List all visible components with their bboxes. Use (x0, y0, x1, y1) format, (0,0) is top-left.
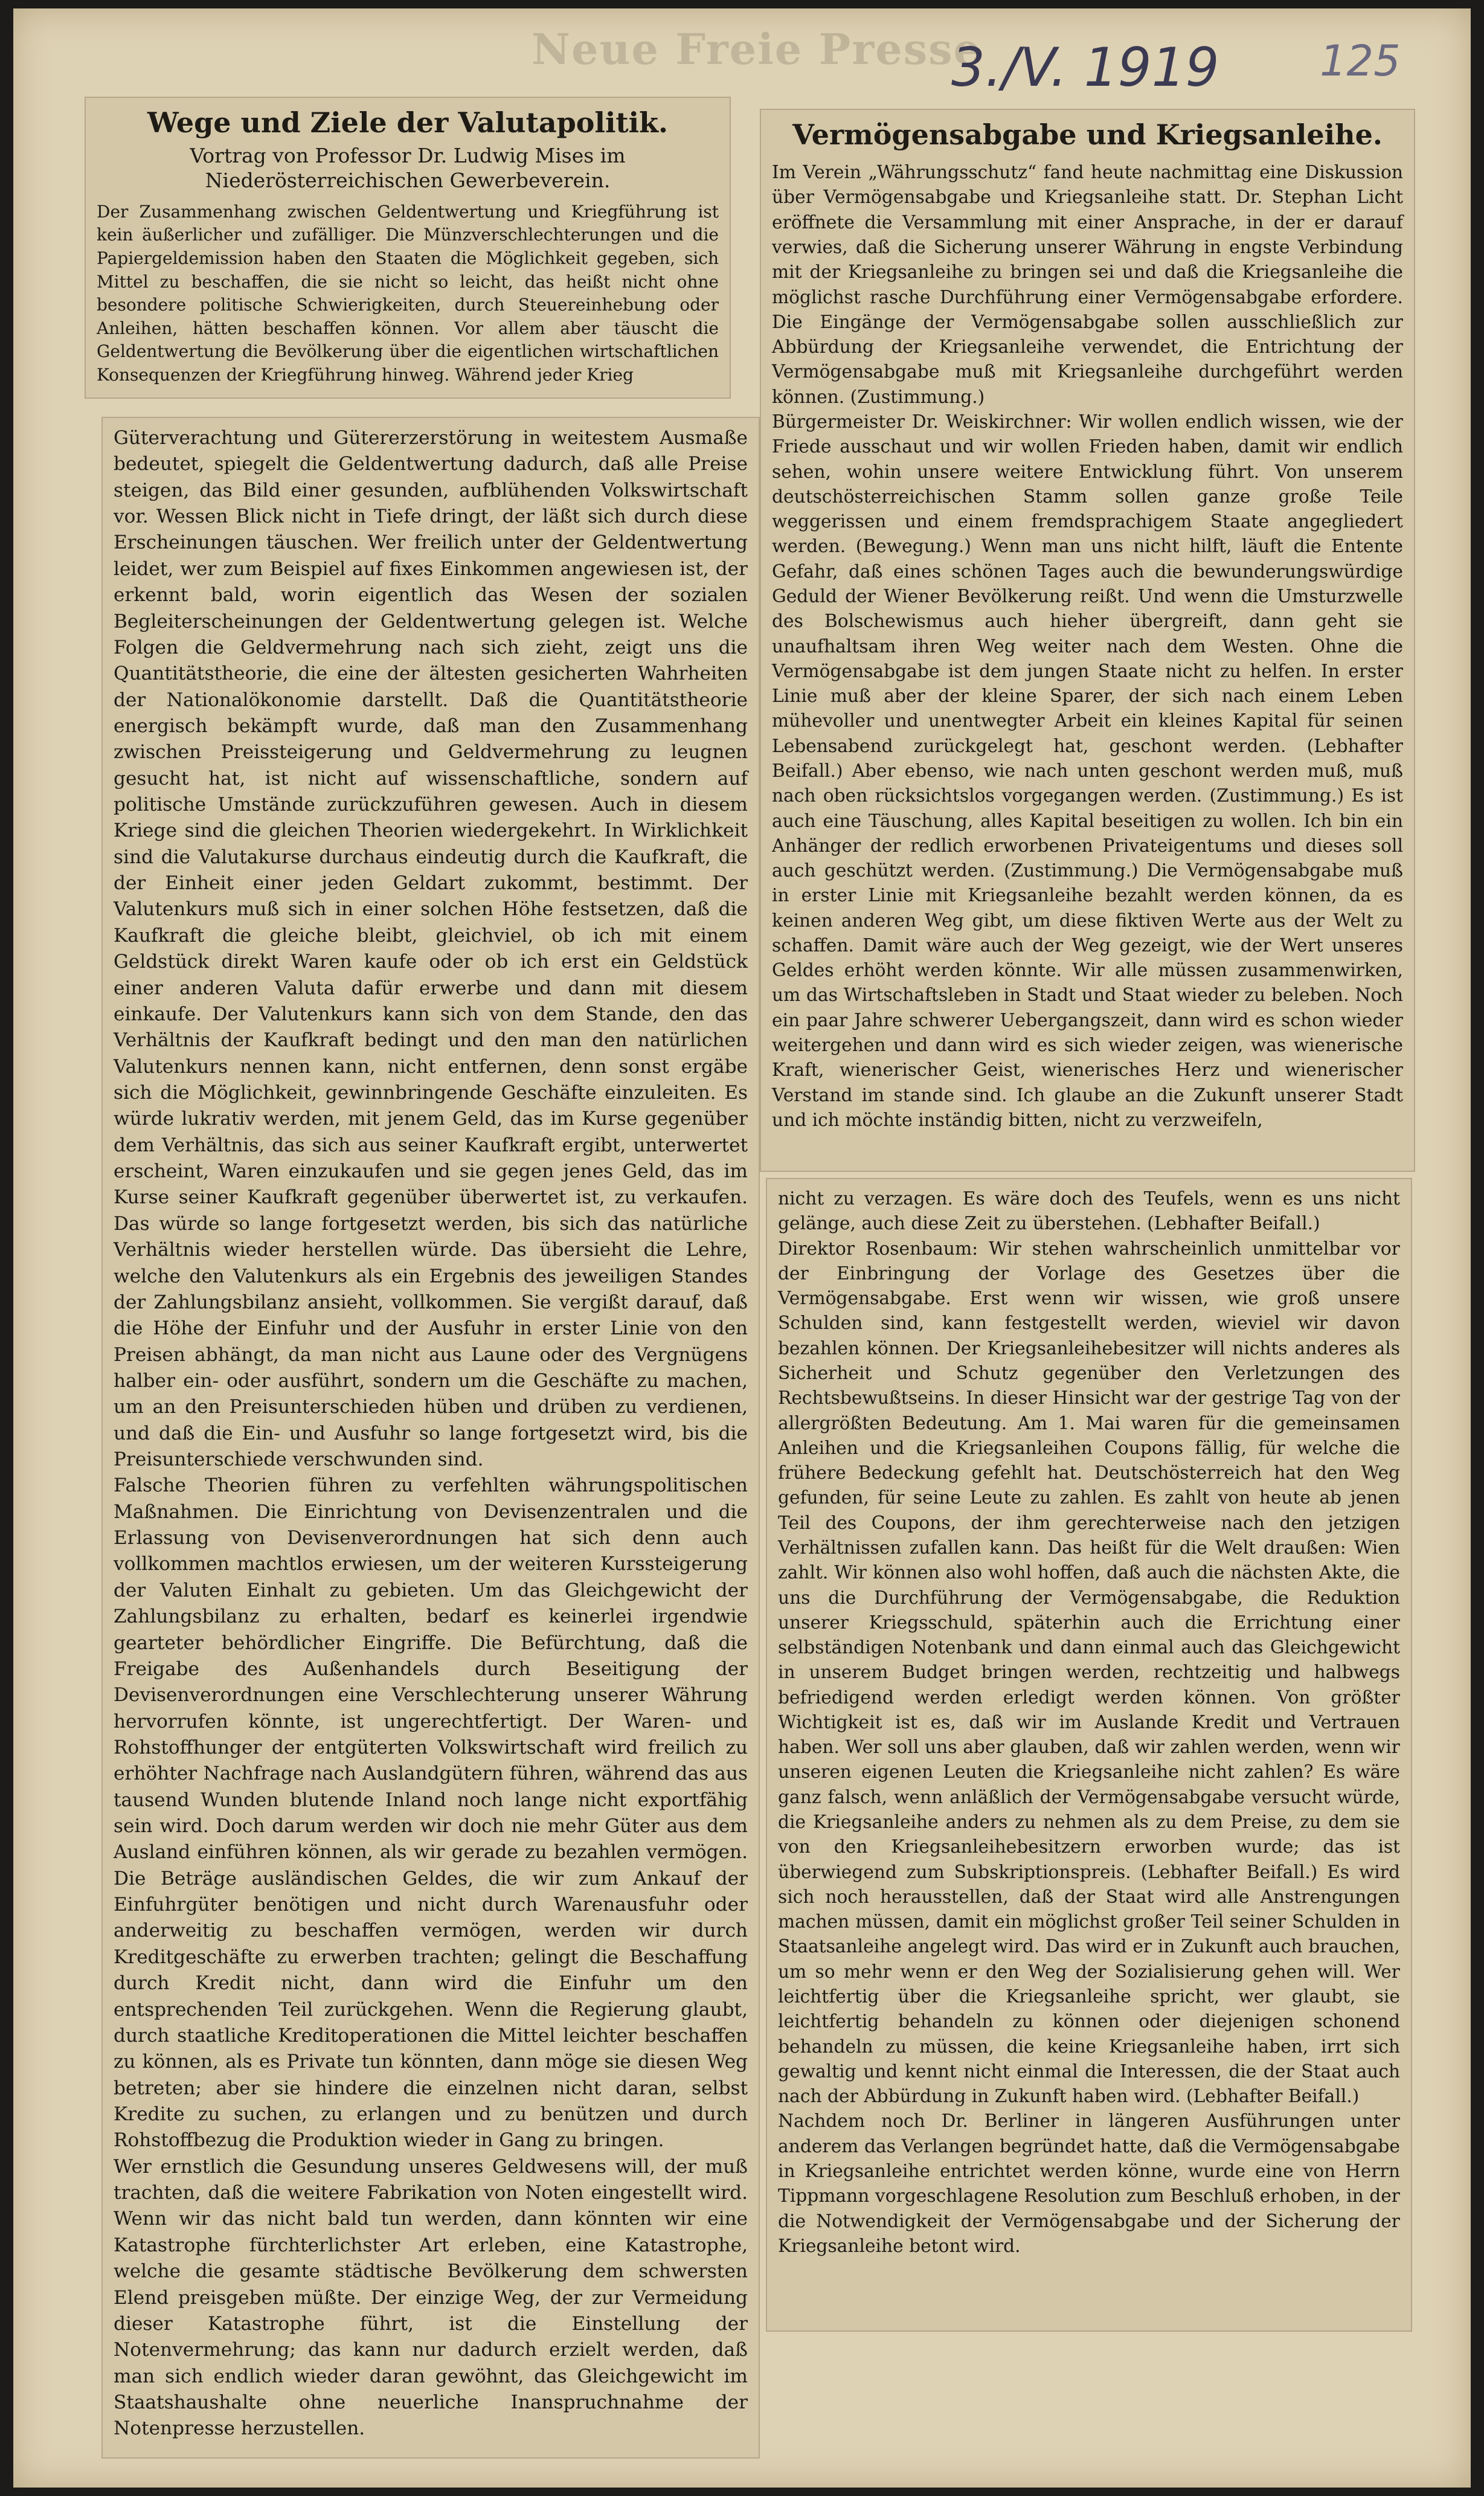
right-article-top (760, 109, 1415, 1172)
left-article-title: Wege und Ziele der Valutapolitik. (147, 106, 669, 139)
left-article-body (101, 417, 760, 2459)
right-article-text-bottom: nicht zu verzagen. Es wäre doch des Teufels, wenn es uns nicht gelänge, auch diese Zeit zu überstehen. (Lebhafter Beifall.) Direktor Rosenbaum: Wir stehen wahrscheinlich unmittelbar vor der Einbringung der Vorlage des Gesetzes über die Vermögensabgabe. Erst wenn wir wissen, wie groß unsere Schulden sind, kann festgestellt werden, wieviel wir davon bezahlen können. Der Kriegsanleihebesitzer will nichts anderes als Sicherheit und Schutz gegenüber den Verletzungen des Rechtsbewußtseins. In dieser Hinsicht war der gestrige Tag von der allergrößten Bedeutung. Am 1. Mai waren für die gemeinsamen Anleihen und die Kriegsanleihen Coupons fällig, für welche die frühere Bedeckung gefehlt hat. Deutschösterreich hat den Weg gefunden, für seine Leute zu zahlen. Es zahlt von heute ab jenen Teil des Coupons, der ihm gerechterweise nach den jetzigen Verhältnissen zufallen kann. Das heißt für die Welt draußen: Wien zahlt. Wir können also wohl hoffen, daß auch die nächsten Akte, die uns die Durchführung der Vermögensabgabe, die Reduktion unserer Kriegsschuld, späterhin auch die Errichtung einer selbständigen Notenbank und dann einmal auch das Gleichgewicht in unserem Budget bringen werden, rechtzeitig und halbwegs befriedigend werden erledigt werden können. Von größter Wichtigkeit ist es, daß wir im Auslande Kredit und Vertrauen haben. Wer soll uns aber glauben, daß wir zahlen werden, wenn wir unseren eigenen Leuten die Kriegsanleihe nicht zahlen? Es wäre ganz falsch, wenn anläßlich der Vermögensabgabe versucht würde, die Kriegsanleihe anders zu nehmen als zu dem Preise, zu dem sie von den Kriegsanleihebesitzern erworben wurde; das ist überwiegend zum Subskriptionspreis. (Lebhafter Beifall.) Es wird sich noch herausstellen, daß der Staat wird alle Anstrengungen machen müssen, damit ein möglichst großer Teil seiner Schulden in Staatsanleihe angelegt wird. Das wird er in Zukunft auch brauchen, um so mehr wenn er den Weg der Sozialisierung gehen will. Wer leichtfertig über die Kriegsanleihe spricht, wer glaubt, sie leichtfertig behandeln zu können oder diejenigen schonend behandeln zu müssen, die keine Kriegsanleihe haben, irrt sich gewaltig und kennt nicht einmal die Interessen, die der Staat auch nach der Abbürdung in Zukunft haben wird. (Lebhafter Beifall.) Nachdem noch Dr. Berliner in längeren Ausführungen unter anderem das Verlangen begründet hatte, daß die Vermögensabgabe in Kriegsanleihe entrichtet werden könne, wurde eine von Herrn Tippmann vorgeschlagene Resolution zum Beschluß erhoben, in der die Notwendigkeit der Vermögensabgabe und der Sicherung der Kriegsanleihe betont wird. (778, 1188, 1400, 2257)
date-stamp: 3./V. 1919 (951, 36, 1219, 98)
masthead-ghost: Neue Freie Presse (532, 24, 982, 74)
right-article-bottom (766, 1178, 1412, 2332)
right-article-text-top: Im Verein „Währungsschutz“ fand heute nachmittag eine Diskussion über Vermögensabgabe und Kriegsanleihe statt. Dr. Stephan Licht eröffnete die Versammlung mit einer Ansprache, in der er darauf verwies, daß die Sicherung unserer Währung in engste Verbindung mit der Kriegsanleihe zu bringen sei und daß die Kriegsanleihe die möglichst rasche Durchführung einer Vermögensabgabe erfordere. Die Eingänge der Vermögensabgabe sollen ausschließlich zur Abbürdung der Kriegsanleihe verwendet, die Entrichtung der Vermögensabgabe muß mit Kriegsanleihe durchgeführt werden können. (Zustimmung.) Bürgermeister Dr. Weiskirchner: Wir wollen endlich wissen, wie der Friede ausschaut und wir wollen Frieden haben, damit wir endlich sehen, wohin unsere weitere Entwicklung führt. Von unserem deutschösterreichischen Stamm sollen ganze große Teile weggerissen und einem fremdsprachigem Staate angegliedert werden. (Bewegung.) Wenn man uns nicht hilft, läuft die Entente Gefahr, daß eines schönen Tages auch die bewunderungswürdige Geduld der Wiener Bevölkerung reißt. Und wenn die Umsturzwelle des Bolschewismus auch hieher übergreift, dann geht sie unaufhaltsam ihren Weg weiter nach dem Westen. Ohne die Vermögensabgabe ist dem jungen Staate nicht zu helfen. In erster Linie muß aber der kleine Sparer, der sich nach einem Leben mühevoller und unentwegter Arbeit ein kleines Kapital für seinen Lebensabend zurückgelegt hat, geschont werden. (Lebhafter Beifall.) Aber ebenso, wie nach unten geschont werden muß, muß nach oben rücksichtslos vorgegangen werden. (Zustimmung.) Es ist auch eine Täuschung, alles Kapital beseitigen zu wollen. Ich bin ein Anhänger der redlich erworbenen Privateigentums und dieses soll auch geschützt werden. (Zustimmung.) Die Vermögensabgabe muß in erster Linie mit Kriegsanleihe bezahlt werden können, da es keinen anderen Weg gibt, um diese fiktiven Werte aus der Welt zu schaffen. Damit wäre auch der Weg gezeigt, wie der Wert unseres Geldes erhöht werden könnte. Wir alle müssen zusammenwirken, um das Wirtschaftsleben in Stadt und Staat wieder zu beleben. Noch ein paar Jahre schwerer Uebergangszeit, dann wird es schon wieder weitergehen und dann wird es sich wieder zeigen, was wienerische Kraft, wienerischer Geist, wienerisches Herz und wienerischer Verstand im stande sind. Ich glaube an die Zukunft unserer Stadt und ich möchte inständig bitten, nicht zu verzweifeln, (772, 162, 1403, 1131)
left-article-head (85, 97, 731, 399)
left-article-text: Güterverachtung und Gütererzerstörung in weitestem Ausmaße bedeutet, spiegelt die Geldentwertung dadurch, daß alle Preise steigen, das Bild einer gesunden, aufblühenden Volkswirtschaft vor. Wessen Blick nicht in Tiefe dringt, der läßt sich durch diese Erscheinungen täuschen. Wer freilich unter der Geldentwertung leidet, wer zum Beispiel auf fixes Einkommen angewiesen ist, der erkennt bald, worin eigentlich das Wesen der sozialen Begleiterscheinungen der Geldentwertung gelegen ist. Welche Folgen die Geldvermehrung nach sich zieht, zeigt uns die Quantitätstheorie, die eine der ältesten gesicherten Wahrheiten der Nationalökonomie darstellt. Daß die Quantitätstheorie energisch bekämpft wurde, daß man den Zusammenhang zwischen Preissteigerung und Geldvermehrung zu leugnen gesucht hat, ist nicht auf wissenschaftliche, sondern auf politische Umstände zurückzuführen gewesen. Auch in diesem Kriege sind die gleichen Theorien wiedergekehrt. In Wirklichkeit sind die Valutakurse durchaus eindeutig durch die Kaufkraft, die der Einheit einer jeden Geldart zukommt, bestimmt. Der Valutenkurs muß sich in einer solchen Höhe festsetzen, daß die Kaufkraft die gleiche bleibt, gleichviel, ob ich mit einem Geldstück direkt Waren kaufe oder ob ich erst ein Geldstück einer anderen Valuta dafür erwerbe und dann mit diesem einkaufe. Der Valutenkurs kann sich von dem Stande, den das Verhältnis der Kaufkraft bedingt und den man den natürlichen Valutenkurs nennen kann, nicht entfernen, denn sonst ergäbe sich die Möglichkeit, gewinnbringende Geschäfte einzuleiten. Es würde lukrativ werden, mit jenem Geld, das im Kurse gegenüber dem Verhältnis, das sich aus seiner Kaufkraft ergibt, unterwertet erscheint, Waren einzukaufen und sie gegen jenes Geld, das im Kurse seiner Kaufkraft gegenüber überwertet ist, zu verkaufen. Das würde so lange fortgesetzt werden, bis sich das natürliche Verhältnis wieder herstellen würde. Das übersieht die Lehre, welche den Valutenkurs als ein Ergebnis des jeweiligen Standes der Zahlungsbilanz ansieht, vollkommen. Sie vergißt darauf, daß die Höhe der Einfuhr und der Ausfuhr in erster Linie von den Preisen abhängt, da man nicht aus Laune oder des Vergnügens halber ein- oder ausführt, sondern um die Geschäfte zu machen, um an den Preisunterschieden hüben und drüben zu verdienen, und daß die Ein- und Ausfuhr so lange fortgesetzt wird, bis die Preisunterschiede verschwunden sind. Falsche Theorien führen zu verfehlten währungspolitischen Maßnahmen. Die Einrichtung von Devisenzentralen und die Erlassung von Devisenverordnungen hat sich denn auch vollkommen machtlos erwiesen, um der weiteren Kurssteigerung der Valuten Einhalt zu gebieten. Um das Gleichgewicht der Zahlungsbilanz zu erhalten, bedarf es keinerlei irgendwie gearteter behördlicher Eingriffe. Die Befürchtung, daß die Freigabe des Außenhandels durch Beseitigung der Devisenverordnungen eine Verschlechterung unserer Währung hervorrufen könnte, ist ungerechtfertigt. Der Waren- und Rohstoffhunger der entgüterten Volkswirtschaft wird freilich zu erhöhter Nachfrage nach Auslandgütern führen, während das aus tausend Wunden blutende Inland noch lange nicht exportfähig sein wird. Doch darum werden wir doch nie mehr Güter aus dem Ausland einführen können, als wir gerade zu bezahlen vermögen. Die Beträge ausländischen Geldes, die wir zum Ankauf der Einfuhrgüter benötigen und nicht durch Warenausfuhr oder anderweitig zu beschaffen vermögen, werden wir durch Kreditgeschäfte zu erwerben trachten; gelingt die Beschaffung durch Kredit nicht, dann wird die Einfuhr um den entsprechenden Teil zurückgehen. Wenn die Regierung glaubt, durch staatliche Kreditoperationen die Mittel leichter beschaffen zu können, als es Private tun könnten, dann möge sie diesen Weg betreten; aber sie hindere die einzelnen nicht daran, selbst Kredite zu suchen, zu erlangen und zu benützen und durch Rohstoffbezug die Produktion wieder in Gang zu bringen. Wer ernstlich die Gesundung unseres Geldwesens will, der muß trachten, daß die weitere Fabrikation von Noten eingestellt wird. Wenn wir das nicht bald tun werden, dann könnten wir eine Katastrophe fürchterlichster Art erleben, eine Katastrophe, welche die gesamte städtische Bevölkerung dem schwersten Elend preisgeben müßte. Der einzige Weg, der zur Vermeidung dieser Katastrophe führt, ist die Einstellung der Notenvermehrung; das kann nur dadurch erzielt werden, daß man sich endlich wieder daran gewöhnt, das Gleichgewicht im Staatshaushalte ohne neuerliche Inanspruchnahme der Notenpresse herzustellen. (114, 427, 748, 2440)
right-article-title: Vermögensabgabe und Kriegsanleihe. (792, 118, 1383, 151)
page-number: 125 (1320, 36, 1401, 86)
left-article-intro: Der Zusammenhang zwischen Geldentwertung und Kriegführung ist kein äußerlicher und zufälliger. Die Münzverschlechterungen und die Papiergeldemission haben den Staaten die Möglichkeit gegeben, sich Mittel zu beschaffen, die sie nicht so leicht, das heißt nicht ohne besondere politische Schwierigkeiten, durch Steuereinhebung oder Anleihen, hätten beschaffen können. Vor allem aber täuscht die Geldentwertung die Bevölkerung über die eigentlichen wirtschaftlichen Konsequenzen der Kriegführung hinweg. Während jeder Krieg (97, 201, 719, 385)
left-article-byline: Vortrag von Professor Dr. Ludwig Mises im Niederösterreichischen Gewerbeverein. (190, 144, 626, 193)
